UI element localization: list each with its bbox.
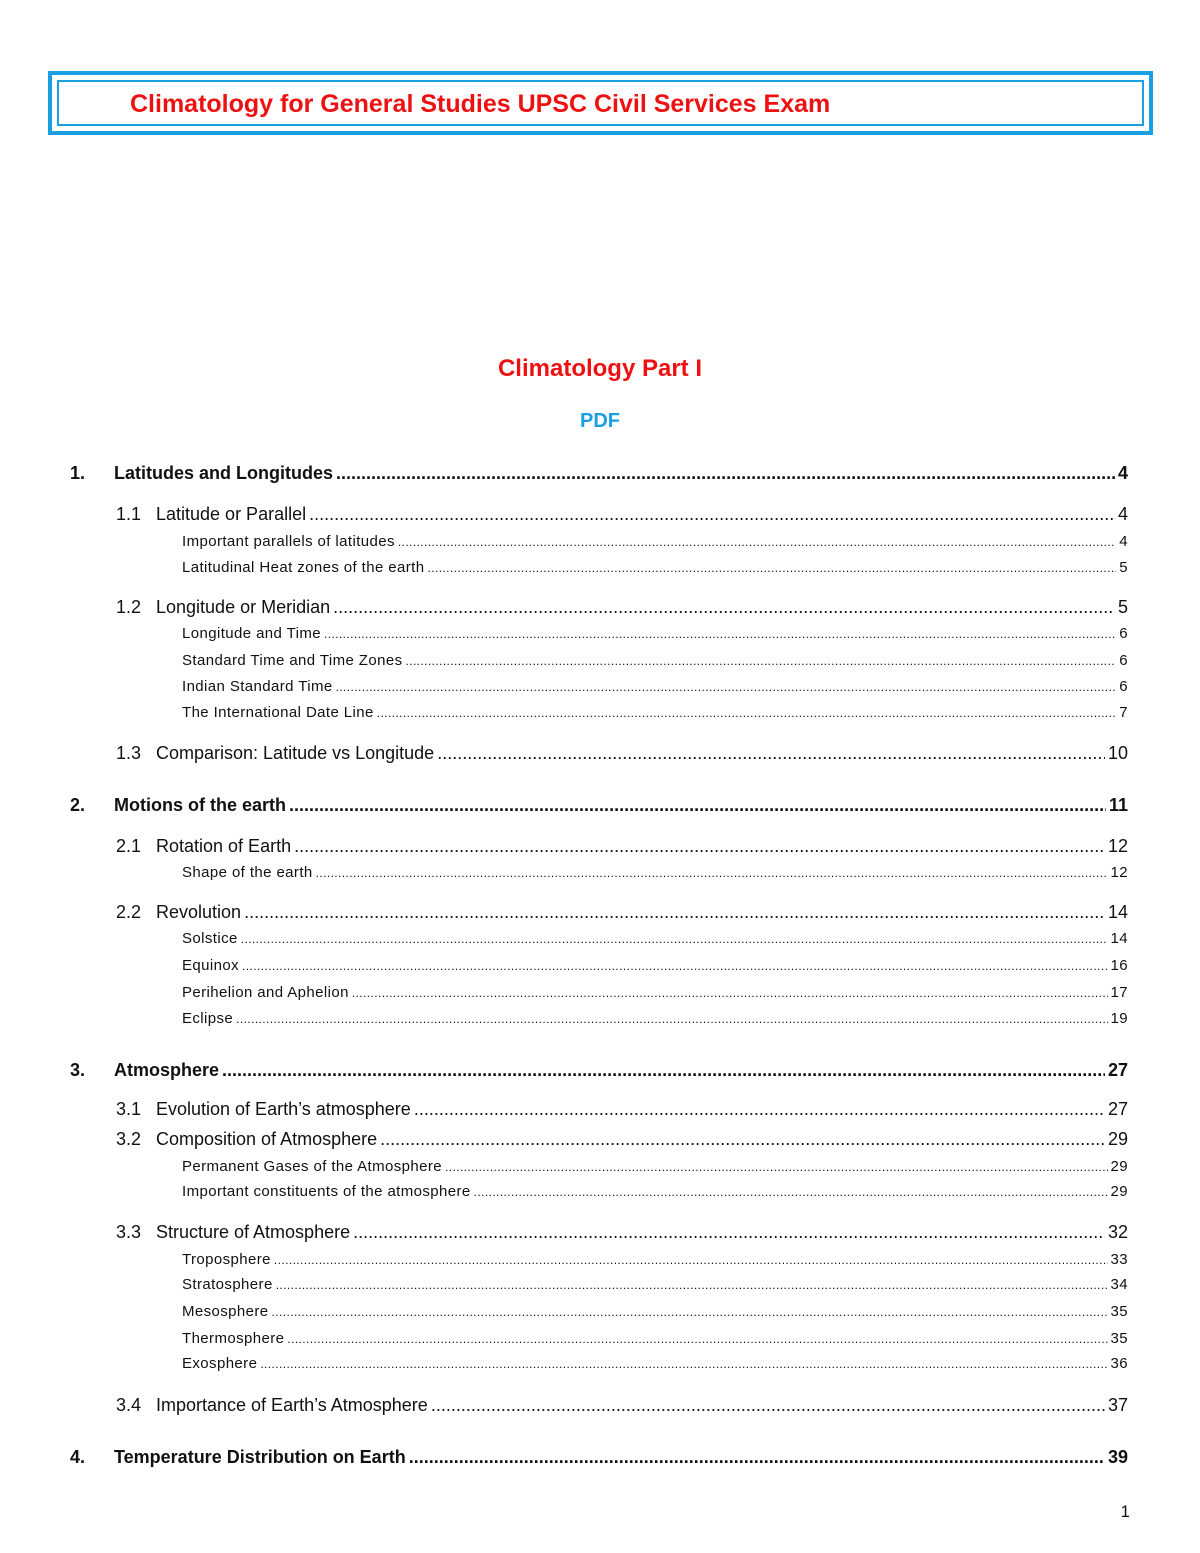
toc-entry-label: Indian Standard Time xyxy=(182,678,333,695)
toc-entry-number: 2.2 xyxy=(116,902,142,922)
toc-entry-page: 6 xyxy=(1119,625,1128,642)
toc-entry-label: Latitudinal Heat zones of the earth xyxy=(182,559,425,576)
toc-entry-page: 36 xyxy=(1110,1355,1128,1372)
toc-entry[interactable] xyxy=(182,1355,1128,1372)
toc-entry[interactable] xyxy=(116,1395,1128,1416)
toc-entry-label: Composition of Atmosphere xyxy=(156,1129,378,1149)
toc-entry-page: 39 xyxy=(1107,1447,1128,1467)
toc-leader-dots xyxy=(289,795,1106,816)
toc-leader-dots xyxy=(241,932,1108,946)
toc-entry[interactable] xyxy=(70,1447,1128,1468)
toc-entry-page: 16 xyxy=(1110,957,1128,974)
toc-entry[interactable] xyxy=(182,930,1128,947)
toc-entry-label: Motions of the earth xyxy=(114,795,286,815)
toc-entry-label: Permanent Gases of the Atmosphere xyxy=(182,1158,443,1175)
toc-leader-dots xyxy=(260,1357,1107,1371)
toc-entry[interactable] xyxy=(182,1303,1128,1320)
toc-entry[interactable] xyxy=(116,1222,1128,1243)
toc-entry-label: Importance of Earth’s Atmosphere xyxy=(156,1395,428,1415)
toc-entry-label: Important parallels of latitudes xyxy=(182,533,395,550)
toc-entry-page: 5 xyxy=(1119,559,1128,576)
toc-entry[interactable] xyxy=(182,1158,1128,1175)
toc-entry[interactable] xyxy=(182,1010,1128,1027)
toc-entry-page: 14 xyxy=(1110,930,1128,947)
toc-entry[interactable] xyxy=(116,597,1128,618)
toc-entry[interactable] xyxy=(182,625,1128,642)
toc-leader-dots xyxy=(316,866,1108,880)
toc-entry[interactable] xyxy=(182,704,1128,721)
toc-entry-page: 27 xyxy=(1107,1060,1128,1080)
toc-leader-dots xyxy=(398,535,1116,549)
toc-entry-label: Comparison: Latitude vs Longitude xyxy=(156,743,435,763)
toc-leader-dots xyxy=(409,1447,1105,1468)
toc-entry-page: 4 xyxy=(1117,463,1128,483)
toc-leader-dots xyxy=(431,1395,1105,1416)
toc-leader-dots xyxy=(309,504,1115,525)
toc-entry-label: Equinox xyxy=(182,957,240,974)
toc-leader-dots xyxy=(414,1099,1105,1120)
toc-entry-page: 7 xyxy=(1119,704,1128,721)
toc-leader-dots xyxy=(276,1278,1108,1292)
toc-entry-label: Latitude or Parallel xyxy=(156,504,307,524)
toc-leader-dots xyxy=(222,1060,1105,1081)
toc-entry-number: 1.1 xyxy=(116,504,142,524)
toc-entry[interactable] xyxy=(116,902,1128,923)
toc-entry-page: 27 xyxy=(1107,1099,1128,1119)
toc-entry-label: Shape of the earth xyxy=(182,864,313,881)
toc-entry-number: 4. xyxy=(70,1447,86,1467)
toc-leader-dots xyxy=(474,1185,1108,1199)
toc-entry-page: 17 xyxy=(1110,984,1128,1001)
toc-entry-label: Stratosphere xyxy=(182,1276,273,1293)
toc-leader-dots xyxy=(236,1012,1107,1026)
toc-entry-label: Longitude or Meridian xyxy=(156,597,331,617)
toc-entry-label: Structure of Atmosphere xyxy=(156,1222,351,1242)
toc-entry-label: Atmosphere xyxy=(114,1060,220,1080)
toc-leader-dots xyxy=(352,986,1108,1000)
toc-leader-dots xyxy=(428,561,1117,575)
toc-entry-label: Important constituents of the atmosphere xyxy=(182,1183,471,1200)
toc-entry-page: 19 xyxy=(1110,1010,1128,1027)
toc-entry-page: 4 xyxy=(1119,533,1128,550)
toc-entry[interactable] xyxy=(182,533,1128,550)
banner-title: Climatology for General Studies UPSC Civil Services Exam xyxy=(130,90,831,118)
toc-entry[interactable] xyxy=(182,652,1128,669)
toc-entry-label: Eclipse xyxy=(182,1010,234,1027)
toc-leader-dots xyxy=(294,836,1105,857)
toc-leader-dots xyxy=(244,902,1105,923)
toc-entry[interactable] xyxy=(70,1060,1128,1081)
toc-entry-number: 2. xyxy=(70,795,86,815)
toc-entry[interactable] xyxy=(116,743,1128,764)
toc-entry-page: 35 xyxy=(1110,1303,1128,1320)
toc-entry[interactable] xyxy=(116,1099,1128,1120)
toc-entry-number: 2.1 xyxy=(116,836,142,856)
toc-leader-dots xyxy=(333,597,1115,618)
toc-entry[interactable] xyxy=(182,559,1128,576)
toc-entry[interactable] xyxy=(116,836,1128,857)
document-subtitle: PDF xyxy=(580,410,620,432)
toc-entry[interactable] xyxy=(182,957,1128,974)
toc-entry-label: Rotation of Earth xyxy=(156,836,292,856)
toc-entry-label: Solstice xyxy=(182,930,238,947)
toc-entry-label: Troposphere xyxy=(182,1251,271,1268)
toc-leader-dots xyxy=(377,706,1116,720)
toc-entry-number: 3.2 xyxy=(116,1129,142,1149)
toc-leader-dots xyxy=(287,1332,1107,1346)
toc-entry-page: 32 xyxy=(1107,1222,1128,1242)
toc-entry-number: 3.3 xyxy=(116,1222,142,1242)
toc-entry[interactable] xyxy=(182,864,1128,881)
toc-entry-page: 11 xyxy=(1108,795,1128,815)
toc-entry-page: 34 xyxy=(1110,1276,1128,1293)
toc-entry-page: 4 xyxy=(1117,504,1128,524)
toc-entry[interactable] xyxy=(182,678,1128,695)
toc-leader-dots xyxy=(380,1129,1105,1150)
toc-entry-label: Thermosphere xyxy=(182,1330,285,1347)
toc-leader-dots xyxy=(437,743,1105,764)
toc-entry-page: 12 xyxy=(1110,864,1128,881)
toc-entry[interactable] xyxy=(70,795,1128,816)
toc-entry-label: The International Date Line xyxy=(182,704,374,721)
toc-entry-label: Latitudes and Longitudes xyxy=(114,463,333,483)
toc-entry-label: Exosphere xyxy=(182,1355,258,1372)
page-number: 1 xyxy=(1120,1502,1130,1521)
toc-entry-page: 35 xyxy=(1110,1330,1128,1347)
toc-entry-page: 14 xyxy=(1107,902,1128,922)
toc-entry-page: 29 xyxy=(1110,1158,1128,1175)
toc-entry-number: 1.2 xyxy=(116,597,142,617)
toc-entry-label: Temperature Distribution on Earth xyxy=(114,1447,406,1467)
toc-entry-label: Perihelion and Aphelion xyxy=(182,984,349,1001)
toc-entry-number: 1.3 xyxy=(116,743,142,763)
toc-leader-dots xyxy=(336,680,1117,694)
toc-entry-label: Longitude and Time xyxy=(182,625,321,642)
toc-entry-page: 29 xyxy=(1110,1183,1128,1200)
toc-leader-dots xyxy=(242,959,1107,973)
toc-entry-label: Mesosphere xyxy=(182,1303,269,1320)
toc-entry-number: 3.1 xyxy=(116,1099,142,1119)
toc-entry[interactable] xyxy=(182,1330,1128,1347)
toc-entry-page: 6 xyxy=(1119,678,1128,695)
toc-entry-page: 5 xyxy=(1117,597,1128,617)
toc-entry[interactable] xyxy=(116,504,1128,525)
toc-entry[interactable] xyxy=(70,463,1128,484)
toc-entry-label: Evolution of Earth’s atmosphere xyxy=(156,1099,411,1119)
toc-entry-page: 12 xyxy=(1107,836,1128,856)
toc-entry-label: Revolution xyxy=(156,902,242,922)
toc-leader-dots xyxy=(336,463,1115,484)
toc-leader-dots xyxy=(353,1222,1105,1243)
toc-entry-label: Standard Time and Time Zones xyxy=(182,652,403,669)
toc-entry-number: 1. xyxy=(70,463,86,483)
toc-entry-page: 33 xyxy=(1110,1251,1128,1268)
toc-entry[interactable] xyxy=(182,984,1128,1001)
toc-entry[interactable] xyxy=(116,1129,1128,1150)
toc-entry[interactable] xyxy=(182,1183,1128,1200)
toc-entry-page: 29 xyxy=(1107,1129,1128,1149)
toc-entry-number: 3. xyxy=(70,1060,86,1080)
toc-entry-number: 3.4 xyxy=(116,1395,142,1415)
toc-entry[interactable] xyxy=(182,1251,1128,1268)
toc-leader-dots xyxy=(274,1253,1108,1267)
toc-leader-dots xyxy=(405,654,1116,668)
toc-leader-dots xyxy=(324,627,1116,641)
toc-leader-dots xyxy=(272,1305,1108,1319)
toc-entry-page: 37 xyxy=(1107,1395,1128,1415)
document-title: Climatology Part I xyxy=(497,355,703,382)
toc-entry-page: 10 xyxy=(1107,743,1128,763)
toc-leader-dots xyxy=(445,1160,1107,1174)
toc-entry[interactable] xyxy=(182,1276,1128,1293)
toc-entry-page: 6 xyxy=(1119,652,1128,669)
